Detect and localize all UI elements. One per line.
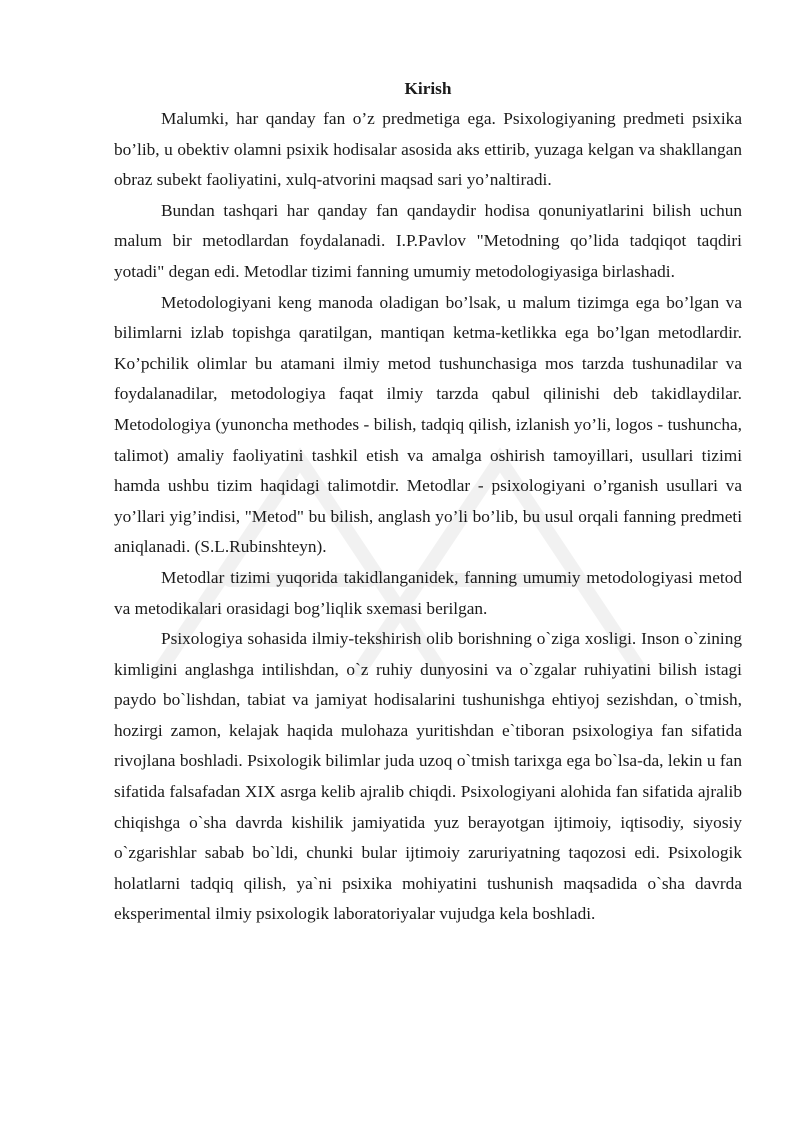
document-body xyxy=(114,74,742,930)
paragraph: Metodlar tizimi yuqorida takidlanganidek, fanning umumiy metodologiyasi metod va metodikalari orasidagi bog’liqlik sxemasi berilgan. xyxy=(114,567,742,618)
paragraph: Bundan tashqari har qanday fan qandaydir hodisa qonuniyatlarini bilish uchun malum bir metodlardan foydalanadi. I.P.Pavlov "Metodning qo’lida tadqiqot taqdiri yotadi" degan edi. Metodlar tizimi fanning umumiy metodologiyasiga birlashadi. xyxy=(114,200,742,281)
paragraph: Metodologiyani keng manoda oladigan bo’lsak, u malum tizimga ega bo’lgan va bilimlarni izlab topishga qaratilgan, mantiqan ketma-ketlikka ega bo’lgan metodlardir. Ko’pchilik olimlar bu atamani ilmiy metod tushunchasiga mos tarzda tushunadilar va foydalanadilar, metodologiya faqat ilmiy tarzda qabul qilinishi deb takidlaydilar. Metodologiya (yunoncha methodes - bilish, tadqiq qilish, izlanish yo’li, logos - tushuncha, talimot) amaliy faoliyatini tashkil etish va amalga oshirish tamoyillari, usullari tizimi hamda ushbu tizim haqidagi talimotdir. Metodlar - psixologiyani o’rganish usullari va yo’llari yig’indisi, "Metod" bu bilish, anglash yo’li bo’lib, bu usul orqali fanning predmeti aniqlanadi. (S.L.Rubinshteyn). xyxy=(114,292,742,557)
document-title: Kirish xyxy=(404,79,452,98)
paragraph: Psixologiya sohasida ilmiy-tekshirish olib borishning o`ziga xosligi. Inson o`zining kimligini anglashga intilishdan, o`z ruhiy dunyosini va o`zgalar ruhiyatini bilish istagi paydo bo`lishdan, tabiat va jamiyat hodisalarini tushunishga ehtiyoj sezishdan, o`tmish, hozirgi zamon, kelajak haqida mulohaza yuritishdan e`tiboran psixologiya fan sifatida rivojlana boshladi. Psixologik bilimlar juda uzoq o`tmish tarixga ega bo`lsa-da, lekin u fan sifatida falsafadan XIX asrga kelib ajralib chiqdi. Psixologiyani alohida fan sifatida ajralib chiqishga o`sha davrda kishilik jamiyatida yuz berayotgan ijtimoiy, iqtisodiy, siyosiy o`zgarishlar sabab bo`ldi, chunki bular ijtimoiy zaruriyatning taqozosi edi. Psixologik holatlarni tadqiq qilish, ya`ni psixika mohiyatini tushunish maqsadida o`sha davrda eksperimental ilmiy psixologik laboratoriyalar vujudga kela boshladi. xyxy=(114,629,742,924)
paragraph: Malumki, har qanday fan o’z predmetiga ega. Psixologiyaning predmeti psixika bo’lib, u obektiv olamni psixik hodisalar asosida aks ettirib, yuzaga kelgan va shakllangan obraz subekt faoliyatini, xulq-atvorini maqsad sari yo’naltiradi. xyxy=(114,109,742,190)
